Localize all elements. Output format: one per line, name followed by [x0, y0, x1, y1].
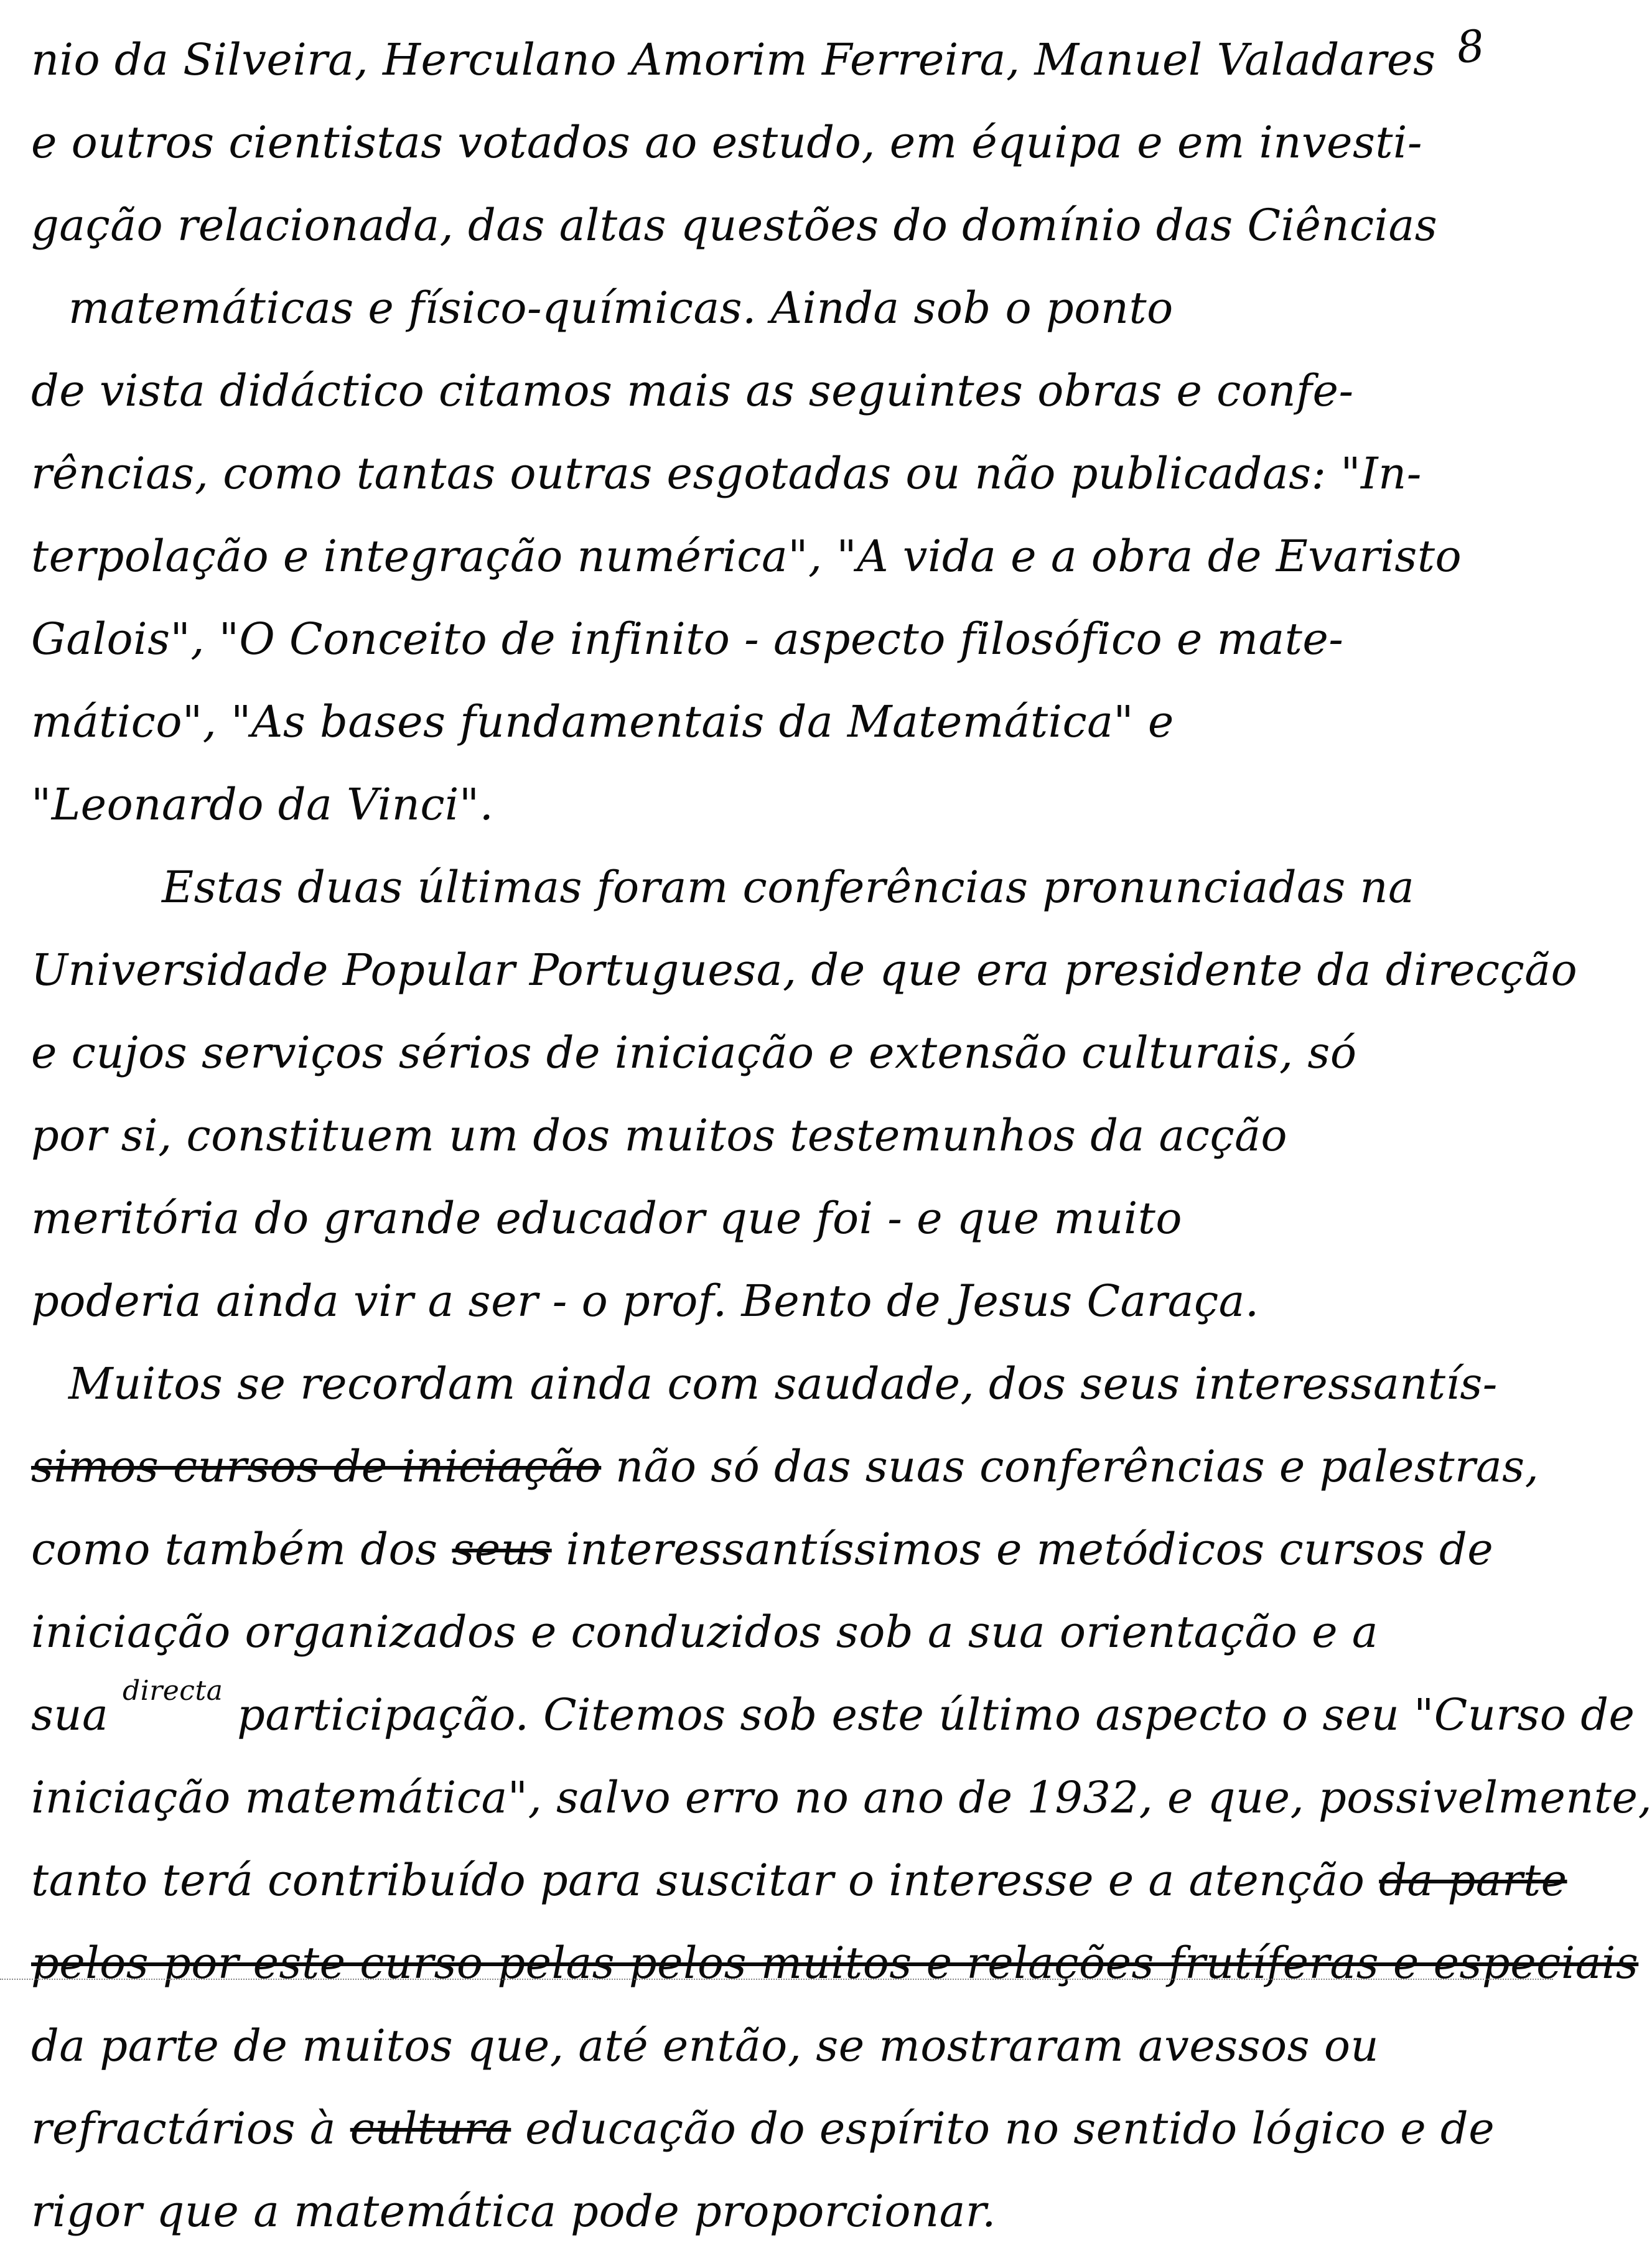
line-text: Estas duas últimas foram conferências pronunciadas na — [162, 862, 1415, 913]
line-text-after: interessantíssimos e metódicos cursos de — [551, 1524, 1494, 1575]
line-text: e outros cientistas votados ao estudo, em équipa e em investi- — [31, 117, 1423, 168]
text-line-with-deletion — [31, 1839, 1567, 1922]
struck-text: cultura — [350, 2103, 511, 2154]
text-line — [31, 1177, 1512, 1260]
text-line — [31, 598, 1512, 681]
line-text: Universidade Popular Portuguesa, de que era presidente da direcção — [31, 945, 1578, 996]
text-line — [31, 929, 1578, 1012]
text-line — [31, 1591, 1512, 1674]
inserted-word: directa — [123, 1675, 223, 1707]
line-text: mático", "As bases fundamentais da Matemática" e — [31, 696, 1174, 747]
struck-line — [31, 1922, 1639, 2005]
text-line — [31, 1756, 1652, 1839]
line-text-before: tanto terá contribuído para suscitar o interesse e a atenção — [31, 1855, 1379, 1906]
line-text: da parte de muitos que, até então, se mostraram avessos ou — [31, 2020, 1379, 2071]
line-text-before: sua — [31, 1689, 123, 1740]
text-line — [31, 681, 1512, 763]
struck-text: seus — [452, 1524, 552, 1575]
text-line — [31, 1094, 1512, 1177]
text-line-with-deletion — [31, 2087, 1512, 2170]
text-line-with-insertion — [31, 1674, 1635, 1756]
text-line — [31, 2170, 1512, 2253]
struck-text: pelos por este curso pelas pelos muitos e relações frutíferas e especiais — [31, 1938, 1639, 1989]
page-number: 8 — [1454, 19, 1488, 74]
line-text: Galois", "O Conceito de infinito - aspecto filosófico e mate- — [31, 613, 1344, 665]
handwritten-text-body — [31, 19, 1652, 2253]
line-text: matemáticas e físico-químicas. Ainda sob o ponto — [68, 282, 1174, 334]
line-text: iniciação organizados e conduzidos sob a sua orientação e a — [31, 1607, 1378, 1658]
line-text: "Leonardo da Vinci". — [31, 779, 494, 830]
line-text: de vista didáctico citamos mais as seguintes obras e confe- — [31, 365, 1354, 416]
line-text-after: educação do espírito no sentido lógico e de — [511, 2103, 1495, 2154]
text-line — [31, 1343, 1512, 1425]
text-line — [31, 350, 1512, 432]
line-text: Muitos se recordam ainda com saudade, dos seus interessantís- — [68, 1358, 1498, 1409]
line-text: iniciação matemática", salvo erro no ano de 1932, e que, possivelmente, — [31, 1772, 1652, 1823]
text-line — [31, 515, 1512, 598]
text-line — [31, 184, 1512, 267]
line-text: por si, constituem um dos muitos testemunhos da acção — [31, 1110, 1288, 1161]
line-text: terpolação e integração numérica", "A vida e a obra de Evaristo — [31, 531, 1462, 582]
text-line — [31, 2005, 1512, 2087]
text-line — [31, 763, 1512, 846]
text-line — [31, 432, 1512, 515]
line-text: poderia ainda vir a ser - o prof. Bento de Jesus Caraça. — [31, 1276, 1259, 1327]
line-text-after: participação. Citemos sob este último aspecto o seu "Curso de — [223, 1689, 1635, 1740]
struck-text: da parte — [1379, 1855, 1567, 1906]
line-text-before: refractários à — [31, 2103, 350, 2154]
line-text: nio da Silveira, Herculano Amorim Ferreira, Manuel Valadares — [31, 34, 1436, 85]
text-line — [31, 19, 1512, 101]
text-line — [31, 267, 1512, 350]
line-text: gação relacionada, das altas questões do domínio das Ciências — [31, 200, 1438, 251]
line-text-before: como também dos — [31, 1524, 452, 1575]
line-text: rências, como tantas outras esgotadas ou não publicadas: "In- — [31, 448, 1422, 499]
line-text: e cujos serviços sérios de iniciação e extensão culturais, só — [31, 1027, 1357, 1078]
text-line — [31, 1012, 1512, 1094]
line-text-after: não só das suas conferências e palestras, — [601, 1441, 1539, 1492]
text-line — [31, 1260, 1512, 1343]
line-text: meritória do grande educador que foi - e que muito — [31, 1193, 1182, 1244]
struck-text: simos cursos de iniciação — [31, 1441, 602, 1492]
text-line-with-deletion — [31, 1425, 1539, 1508]
bottom-edge-mark — [0, 1979, 1553, 1982]
paragraph-start-line — [31, 846, 1512, 929]
text-line — [31, 101, 1512, 184]
line-text: rigor que a matemática pode proporcionar. — [31, 2186, 996, 2237]
text-line-with-deletion — [31, 1508, 1512, 1591]
